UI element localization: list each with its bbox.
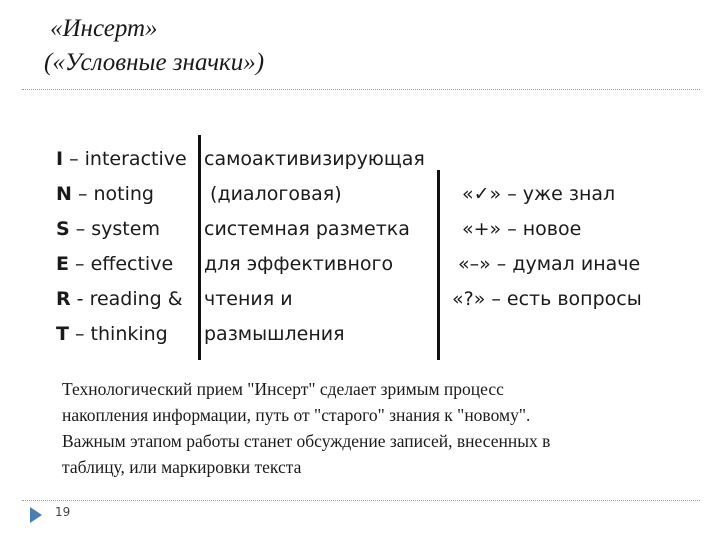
acronym-row bbox=[56, 247, 187, 282]
acronym-text: - reading & bbox=[70, 288, 183, 310]
acronym-row bbox=[56, 177, 187, 212]
acronym-letter: E bbox=[56, 253, 69, 275]
translation-row: системная разметка bbox=[204, 218, 410, 240]
acronym-text: – thinking bbox=[68, 323, 168, 345]
acronym-row bbox=[56, 212, 187, 247]
top-divider bbox=[22, 89, 700, 90]
column-separator-left bbox=[198, 135, 201, 360]
mark-row: «✓» – уже знал bbox=[462, 183, 616, 205]
acronym-text: – effective bbox=[68, 253, 174, 275]
marks-spacer bbox=[440, 142, 642, 177]
acronym-row bbox=[56, 282, 187, 317]
translation-row: (диалоговая) bbox=[204, 183, 342, 205]
mark-row: «+» – новое bbox=[462, 218, 582, 240]
acronym-text: – system bbox=[69, 218, 160, 240]
acronym-column bbox=[56, 142, 187, 352]
acronym-letter: N bbox=[56, 183, 72, 205]
translation-row: для эффективного bbox=[204, 253, 394, 275]
mark-row: «–» – думал иначе bbox=[458, 253, 641, 275]
description-paragraph: Технологический прием "Инсерт" сделает зримым процесс накопления информации, путь от "старого" знания к "новому". Важным этапом работы станет обсуждение записей, внесенных в таблицу, или маркировки текста bbox=[62, 379, 551, 477]
translation-row: самоактивизирующая bbox=[204, 148, 425, 170]
acronym-letter: R bbox=[56, 288, 71, 310]
acronym-text: – interactive bbox=[63, 148, 187, 170]
bottom-divider bbox=[22, 500, 700, 501]
acronym-letter: T bbox=[56, 323, 69, 345]
acronym-row bbox=[56, 317, 187, 352]
translation-column bbox=[204, 142, 425, 352]
translation-row: размышления bbox=[204, 323, 345, 345]
acronym-text: – noting bbox=[71, 183, 154, 205]
acronym-letter: S bbox=[56, 218, 70, 240]
mark-row: «?» – есть вопросы bbox=[452, 288, 642, 310]
translation-row: чтения и bbox=[204, 288, 293, 310]
title-line-2: («Условные значки») bbox=[44, 49, 265, 76]
slide-title bbox=[44, 12, 264, 80]
acronym-letter: I bbox=[56, 148, 64, 170]
page-number: 19 bbox=[55, 505, 71, 519]
acronym-row bbox=[56, 142, 187, 177]
marks-column bbox=[440, 142, 642, 317]
title-line-1: «Инсерт» bbox=[50, 15, 158, 42]
slide-arrow-icon bbox=[30, 507, 42, 523]
